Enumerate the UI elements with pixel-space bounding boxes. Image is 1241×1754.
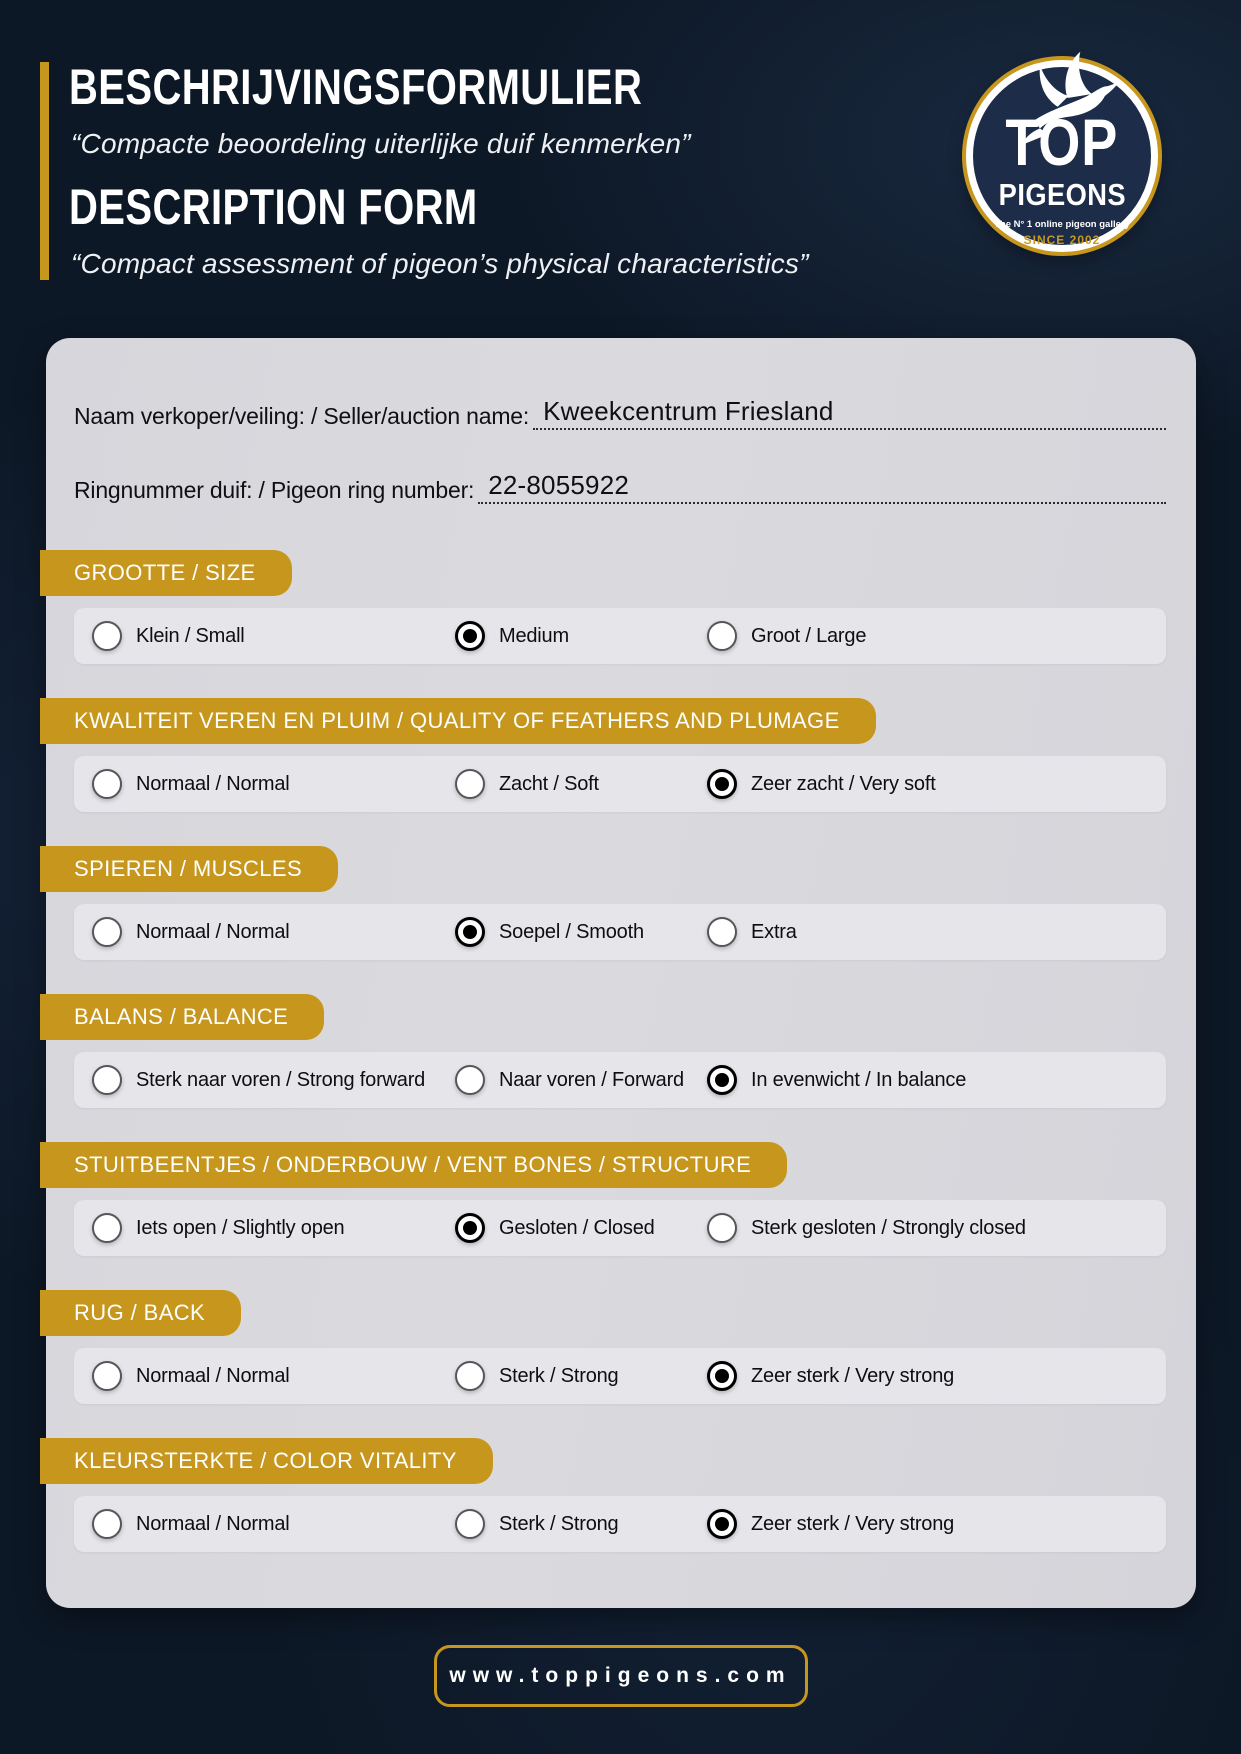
seller-name-label: Naam verkoper/veiling: / Seller/auction name: (74, 403, 530, 429)
logo-since: SINCE 2002 (1023, 233, 1101, 247)
accent-bar (40, 62, 49, 280)
subtitle-dutch: “Compacte beoordeling uiterlijke duif kenmerken” (71, 128, 691, 159)
option-label: Normaal / Normal (136, 920, 290, 943)
option-6-1[interactable] (455, 1509, 707, 1539)
option-row (74, 904, 1166, 960)
section-title: GROOTTE / SIZE (40, 550, 292, 596)
radio-button[interactable] (92, 769, 122, 799)
option-label: Sterk naar voren / Strong forward (136, 1068, 426, 1091)
option-label: Medium (499, 624, 569, 647)
option-label: Sterk / Strong (499, 1512, 619, 1535)
option-label: Iets open / Slightly open (136, 1216, 345, 1239)
option-label: Zeer sterk / Very strong (751, 1512, 955, 1535)
option-2-0[interactable] (92, 917, 455, 947)
subtitle-english: “Compact assessment of pigeon’s physical characteristics” (71, 248, 809, 279)
ring-number-field (74, 470, 1166, 504)
radio-button[interactable] (92, 1213, 122, 1243)
radio-button[interactable] (707, 917, 737, 947)
option-label: Naar voren / Forward (499, 1068, 684, 1091)
form-section (46, 1142, 1196, 1256)
header-titles (69, 59, 809, 280)
website-box[interactable] (434, 1645, 808, 1707)
option-1-0[interactable] (92, 769, 455, 799)
form-fields (46, 338, 1196, 504)
option-label: Normaal / Normal (136, 1512, 290, 1535)
option-5-0[interactable] (92, 1361, 455, 1391)
form-sections (46, 550, 1196, 1552)
section-title: STUITBEENTJES / ONDERBOUW / VENT BONES / STRUCTURE (40, 1142, 787, 1188)
option-label: Extra (751, 920, 797, 943)
option-row (74, 756, 1166, 812)
option-1-1[interactable] (455, 769, 707, 799)
radio-button[interactable] (455, 1213, 485, 1243)
radio-button[interactable] (455, 917, 485, 947)
radio-button[interactable] (707, 621, 737, 651)
radio-button[interactable] (455, 1509, 485, 1539)
option-1-2[interactable] (707, 769, 1166, 799)
section-title: KWALITEIT VEREN EN PLUIM / QUALITY OF FEATHERS AND PLUMAGE (40, 698, 876, 744)
radio-button[interactable] (455, 1361, 485, 1391)
ring-number-input[interactable] (478, 470, 1166, 504)
radio-button[interactable] (92, 917, 122, 947)
option-label: Sterk gesloten / Strongly closed (751, 1216, 1026, 1239)
option-label: Zeer sterk / Very strong (751, 1364, 955, 1387)
form-section (46, 1438, 1196, 1552)
section-title: SPIEREN / MUSCLES (40, 846, 338, 892)
radio-button[interactable] (92, 621, 122, 651)
radio-button[interactable] (707, 769, 737, 799)
radio-button[interactable] (92, 1065, 122, 1095)
radio-button[interactable] (92, 1509, 122, 1539)
section-title: KLEURSTERKTE / COLOR VITALITY (40, 1438, 493, 1484)
logo-word-pigeons: PIGEONS (998, 177, 1126, 212)
form-section (46, 550, 1196, 664)
option-0-0[interactable] (92, 621, 455, 651)
option-label: Groot / Large (751, 624, 867, 647)
option-row (74, 608, 1166, 664)
option-row (74, 1200, 1166, 1256)
option-3-1[interactable] (455, 1065, 707, 1095)
form-section (46, 698, 1196, 812)
option-0-2[interactable] (707, 621, 1166, 651)
option-label: Zacht / Soft (499, 772, 599, 795)
option-label: In evenwicht / In balance (751, 1068, 967, 1091)
website-url: www.toppigeons.com (449, 1664, 792, 1687)
radio-button[interactable] (707, 1213, 737, 1243)
option-3-0[interactable] (92, 1065, 455, 1095)
option-3-2[interactable] (707, 1065, 1166, 1095)
option-5-1[interactable] (455, 1361, 707, 1391)
option-label: Gesloten / Closed (499, 1216, 655, 1239)
option-label: Soepel / Smooth (499, 920, 644, 943)
radio-button[interactable] (707, 1065, 737, 1095)
title-english: DESCRIPTION FORM (69, 179, 478, 235)
seller-name-value: Kweekcentrum Friesland (543, 396, 834, 426)
option-label: Normaal / Normal (136, 772, 290, 795)
option-2-2[interactable] (707, 917, 1166, 947)
option-2-1[interactable] (455, 917, 707, 947)
option-4-0[interactable] (92, 1213, 455, 1243)
option-label: Sterk / Strong (499, 1364, 619, 1387)
radio-button[interactable] (455, 1065, 485, 1095)
form-section (46, 1290, 1196, 1404)
section-title: BALANS / BALANCE (40, 994, 324, 1040)
option-row (74, 1348, 1166, 1404)
section-title: RUG / BACK (40, 1290, 241, 1336)
top-pigeons-logo (966, 60, 1158, 252)
option-4-2[interactable] (707, 1213, 1166, 1243)
ring-number-value: 22-8055922 (488, 470, 630, 500)
form-panel (46, 338, 1196, 1608)
radio-button[interactable] (707, 1509, 737, 1539)
logo-tagline: The N° 1 online pigeon gallery (994, 219, 1130, 230)
seller-name-input[interactable] (533, 396, 1166, 430)
radio-button[interactable] (455, 621, 485, 651)
radio-button[interactable] (707, 1361, 737, 1391)
title-dutch: BESCHRIJVINGSFORMULIER (69, 59, 643, 115)
option-label: Normaal / Normal (136, 1364, 290, 1387)
option-6-2[interactable] (707, 1509, 1166, 1539)
option-0-1[interactable] (455, 621, 707, 651)
ring-number-label: Ringnummer duif: / Pigeon ring number: (74, 477, 475, 503)
option-6-0[interactable] (92, 1509, 455, 1539)
option-label: Zeer zacht / Very soft (751, 772, 936, 795)
option-label: Klein / Small (136, 624, 245, 647)
option-5-2[interactable] (707, 1361, 1166, 1391)
radio-button[interactable] (92, 1361, 122, 1391)
logo-word-top: TOP (1005, 105, 1119, 179)
option-row (74, 1496, 1166, 1552)
seller-name-field (74, 396, 1166, 430)
form-section (46, 994, 1196, 1108)
form-section (46, 846, 1196, 960)
option-row (74, 1052, 1166, 1108)
radio-button[interactable] (455, 769, 485, 799)
option-4-1[interactable] (455, 1213, 707, 1243)
header (40, 59, 809, 280)
